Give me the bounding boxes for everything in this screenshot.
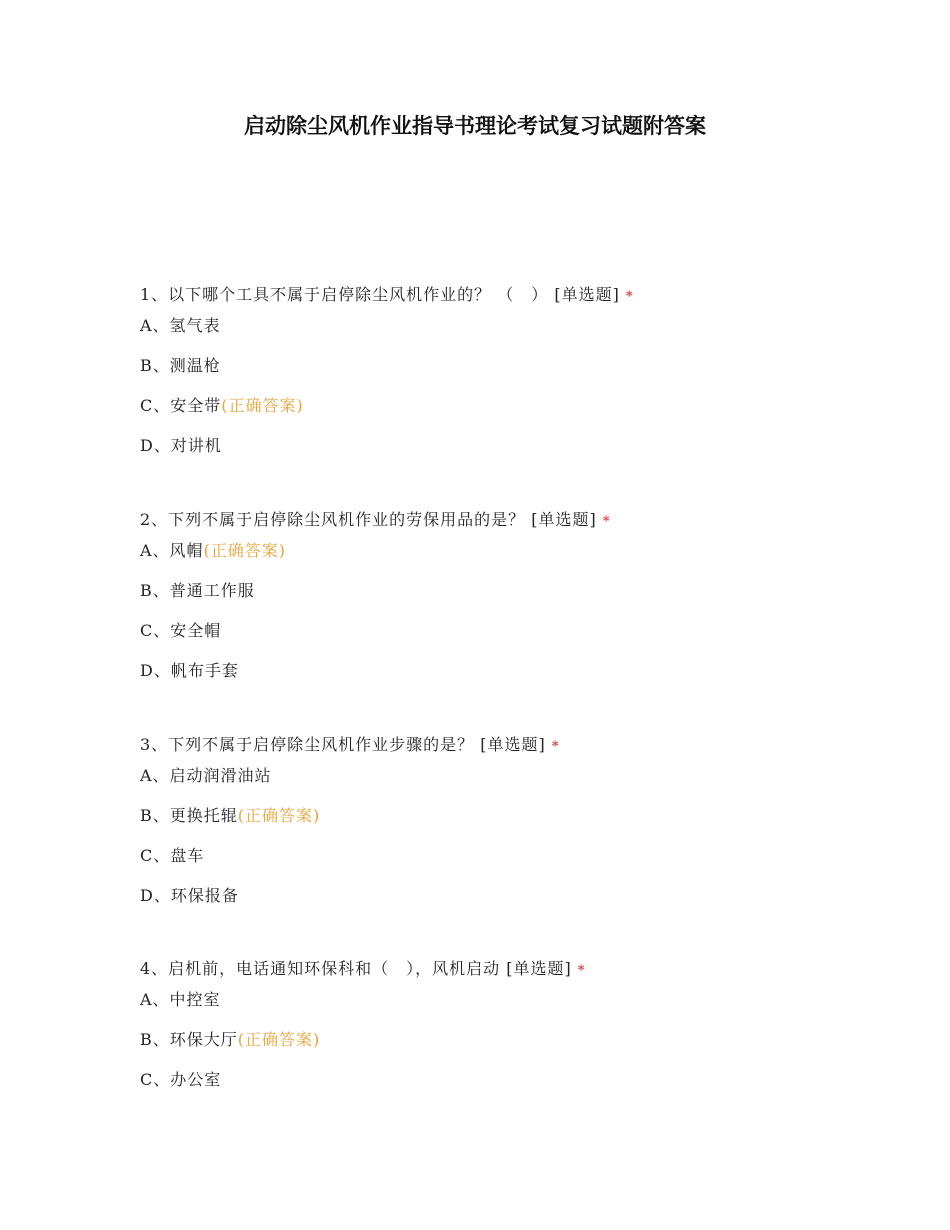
option-text: C、安全带 xyxy=(140,396,222,415)
required-mark: * xyxy=(551,739,560,754)
option-text: B、测温枪 xyxy=(140,356,221,375)
correct-answer-tag: (正确答案) xyxy=(221,396,304,415)
option-a[interactable] xyxy=(140,540,840,562)
option-text: A、启动润滑油站 xyxy=(140,766,272,785)
option-list xyxy=(140,989,840,1091)
option-a[interactable] xyxy=(140,765,840,787)
question-2 xyxy=(140,509,840,682)
required-mark: * xyxy=(602,514,611,529)
required-mark: * xyxy=(625,289,634,304)
option-b[interactable] xyxy=(140,580,840,602)
option-c[interactable] xyxy=(140,620,840,642)
question-stem-text: 4、启机前，电话通知环保科和（ ），风机启动 [单选题] xyxy=(140,959,572,978)
option-list xyxy=(140,315,840,457)
required-mark: * xyxy=(577,963,586,978)
option-text: C、办公室 xyxy=(140,1070,222,1089)
question-stem xyxy=(140,284,840,306)
option-text: C、安全帽 xyxy=(140,621,222,640)
correct-answer-tag: (正确答案) xyxy=(203,541,287,560)
question-3 xyxy=(140,734,840,907)
question-stem-text: 1、以下哪个工具不属于启停除尘风机作业的？ （ ） [单选题] xyxy=(140,285,620,304)
option-c[interactable] xyxy=(140,1069,840,1091)
option-d[interactable] xyxy=(140,435,840,457)
question-stem xyxy=(140,509,840,531)
question-stem-text: 3、下列不属于启停除尘风机作业步骤的是？ [单选题] xyxy=(140,735,546,754)
question-4 xyxy=(140,958,840,1091)
option-text: B、更换托辊 xyxy=(140,806,238,825)
option-text: D、对讲机 xyxy=(140,436,222,455)
option-text: A、氢气表 xyxy=(140,316,221,335)
option-b[interactable] xyxy=(140,355,840,377)
option-text: B、环保大厅 xyxy=(140,1030,238,1049)
option-b[interactable] xyxy=(140,1029,840,1051)
option-c[interactable] xyxy=(140,395,840,417)
option-list xyxy=(140,765,840,907)
option-text: A、风帽 xyxy=(140,541,204,560)
option-text: C、盘车 xyxy=(140,846,205,865)
page-title: 启动除尘风机作业指导书理论考试复习试题附答案 xyxy=(244,114,706,138)
option-d[interactable] xyxy=(140,885,840,907)
question-stem xyxy=(140,958,840,980)
option-a[interactable] xyxy=(140,989,840,1011)
question-stem-text: 2、下列不属于启停除尘风机作业的劳保用品的是？ [单选题] xyxy=(140,510,597,529)
option-c[interactable] xyxy=(140,845,840,867)
question-1 xyxy=(140,284,840,457)
correct-answer-tag: (正确答案) xyxy=(237,806,321,825)
option-text: B、普通工作服 xyxy=(140,581,255,600)
option-b[interactable] xyxy=(140,805,840,827)
correct-answer-tag: (正确答案) xyxy=(237,1030,321,1049)
option-a[interactable] xyxy=(140,315,840,337)
option-d[interactable] xyxy=(140,660,840,682)
option-text: D、环保报备 xyxy=(140,886,239,905)
option-list xyxy=(140,540,840,682)
option-text: D、帆布手套 xyxy=(140,661,239,680)
question-stem xyxy=(140,734,840,756)
option-text: A、中控室 xyxy=(140,990,221,1009)
